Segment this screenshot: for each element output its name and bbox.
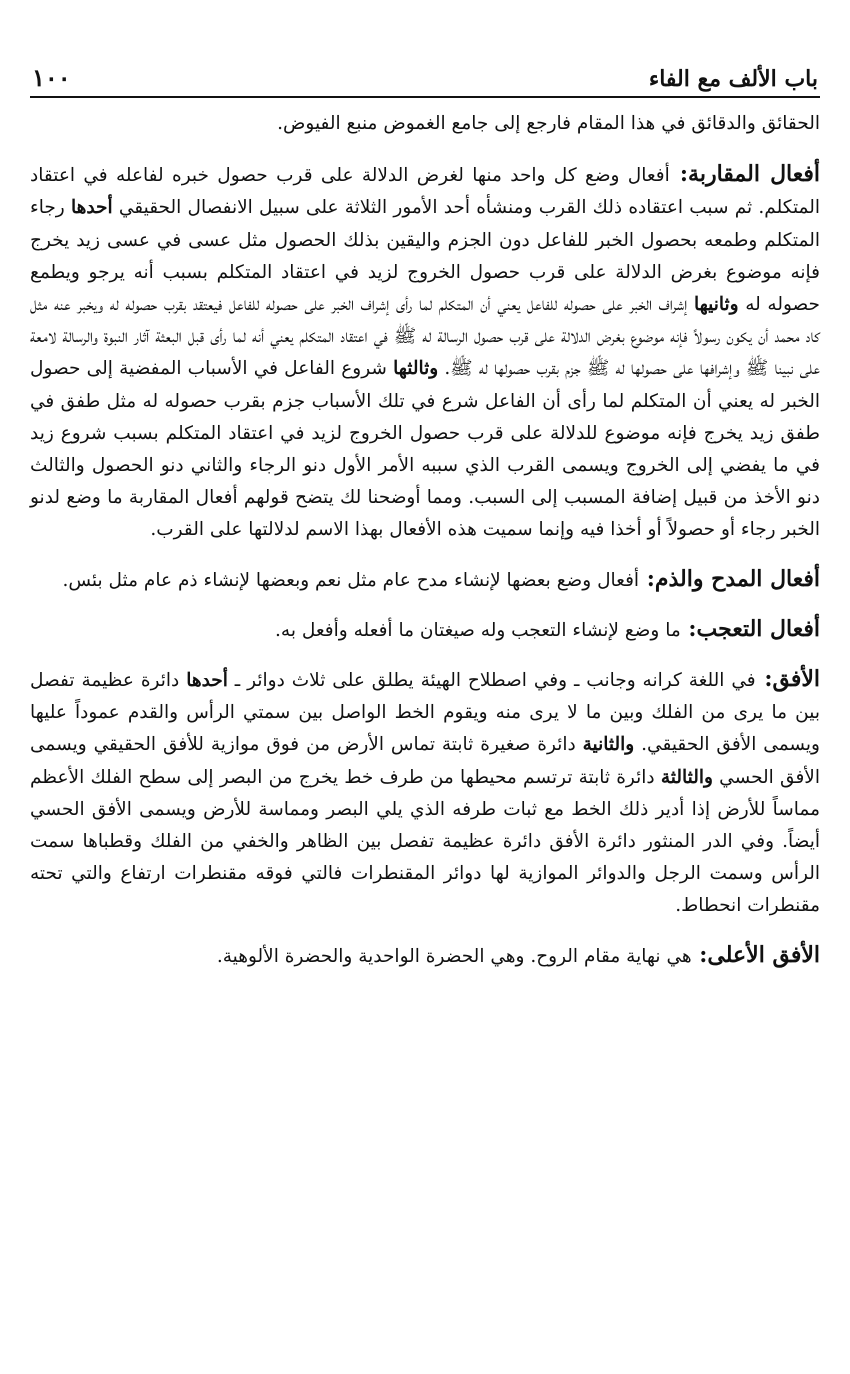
entry-alufuq (30, 663, 820, 923)
entry-afal-almuqaraba (30, 158, 820, 546)
entry-text: إشراف الخبر على حصوله للفاعل يعني أن المتكلم لما رأى إشراف الخبر على حصوله للفاعل فيعتقد بقرب حصوله له ويخبر عنه مثل كاد محمد أن يكون رسولاً فإنه موضوع بغرض الدلالة على قرب حصول الرسالة له ﷺ في اعتقاد المتكلم يعني أنه لما رأى قبل البعثة آثار النبوة والرسالة لامعة على نبينا ﷺ وإشرافها على حصولها له ﷺ جزم بقرب حصولها له ﷺ. (30, 294, 820, 380)
term-separator: : (639, 565, 655, 592)
entry-text: هي نهاية مقام الروح. وهي الحضرة الواحدية والحضرة الألوهية. (216, 945, 692, 967)
entry-term: الأفق (772, 666, 820, 693)
term-separator: : (755, 666, 773, 693)
entry-text: أفعال وضع بعضها لإنشاء مدح عام مثل نعم وبعضها لإنشاء ذم عام مثل بئس. (62, 569, 640, 591)
entry-text: الحقائق والدقائق في هذا المقام فارجع إلى جامع الغموض منبع الفيوض. (277, 113, 820, 134)
entry-text: دائرة ثابتة ترتسم محيطها من طرف خط يخرج من البصر إلى سطح الفلك الأعظم مماساً للأرض إذا أدير ذلك الخط مع ثبات طرفه الذي يلي البصر ومماسة للأرض ويسمى الأفق الحسي أيضاً. وفي الدر المنثور دائرة الأفق دائرة عظيمة تفصل بين الظاهر والخفي من الفلك وقطباها سمت الرأس وسمت الرجل والدوائر الموازية لها دوائر المقنطرات فالتي فوقه مقنطرات ارتفاع والتي تحته مقنطرات انحطاط. (30, 766, 820, 917)
entry-text: دائرة صغيرة ثابتة تماس الأرض من فوق موازية للأفق الحقيقي ويسمى الأفق الحسي (30, 734, 820, 788)
term-separator: : (691, 941, 708, 968)
entry-keyword: وثانيها (693, 294, 739, 316)
entry-keyword: أحدها (70, 197, 113, 219)
term-separator: : (669, 161, 689, 188)
entry-alufuq-alaala (30, 939, 820, 973)
entry-text: رجاء المتكلم وطمعه بحصول الخبر للفاعل دون الجزم واليقين بذلك الحصول مثل عسى في عسى زيد يخرج فإنه موضوع بغرض الدلالة على قرب حصول الخروج لزيد في اعتقاد المتكلم بسبب أنه يرجو ويطمع حصوله له (30, 197, 820, 316)
entry-term: أفعال المقاربة (688, 161, 821, 188)
term-separator: : (680, 615, 697, 642)
entry-text: في اللغة كرانه وجانب ـ وفي اصطلاح الهيئة يطلق على ثلاث دوائر ـ (227, 670, 756, 692)
page-number: ١٠٠ (32, 63, 71, 92)
entry-text: دائرة عظيمة تفصل بين ما يرى من الفلك وبين ما لا يرى منه ويقوم الخط الواصل بين سمتي الرأس والقدم عموداً عليها ويسمى الأفق الحقيقي. (30, 670, 820, 756)
running-title: باب الألف مع الفاء (648, 66, 818, 92)
entry-keyword: وثالثها (393, 358, 439, 380)
entry-keyword: والثالثة (660, 766, 713, 788)
entry-term: أفعال المدح والذم (654, 565, 820, 592)
entry-text: أفعال وضع كل واحد منها لغرض الدلالة على قرب حصول خبره لفاعله في اعتقاد المتكلم. ثم سبب اعتقاده ذلك القرب ومنشأه أحد الأمور الثلاثة على سبيل الانفصال الحقيقي (30, 165, 820, 219)
entry-afal-almadh (30, 563, 820, 597)
entry-term: أفعال التعجب (696, 615, 820, 642)
page-header (30, 40, 820, 92)
entry-keyword: أحدها (186, 670, 228, 692)
entry-text: ما وضع لإنشاء التعجب وله صيغتان ما أفعله وأفعل به. (275, 619, 681, 641)
entry-keyword: والثانية (582, 734, 635, 756)
entry-afal-altaajjub (30, 613, 820, 647)
dictionary-entries (30, 108, 820, 973)
entry-text: شروع الفاعل في الأسباب المفضية إلى حصول الخبر له يعني أن المتكلم لما رأى أن الفاعل شرع في تلك الأسباب جزم بقرب حصوله له مثل طفق في طفق زيد يخرج فإنه موضوع للدلالة على قرب حصول الخروج لزيد في اعتقاد المتكلم بسبب شروع زيد في ما يفضي إلى الخروج ويسمى القرب الذي سببه الأمر الأول دنو الرجاء والثاني دنو الحصول والثالث دنو الأخذ من قبيل إضافة المسبب إلى السبب. ومما أوضحنا لك يتضح قولهم أفعال المقاربة ما وضع لدنو الخبر رجاء أو حصولاً أو أخذا فيه وإنما سميت هذه الأفعال بهذا الاسم لدلالتها على القرب. (30, 358, 820, 541)
entry-term: الأفق الأعلى (707, 941, 820, 968)
header-divider (30, 96, 820, 98)
entry-continuation (30, 108, 820, 140)
